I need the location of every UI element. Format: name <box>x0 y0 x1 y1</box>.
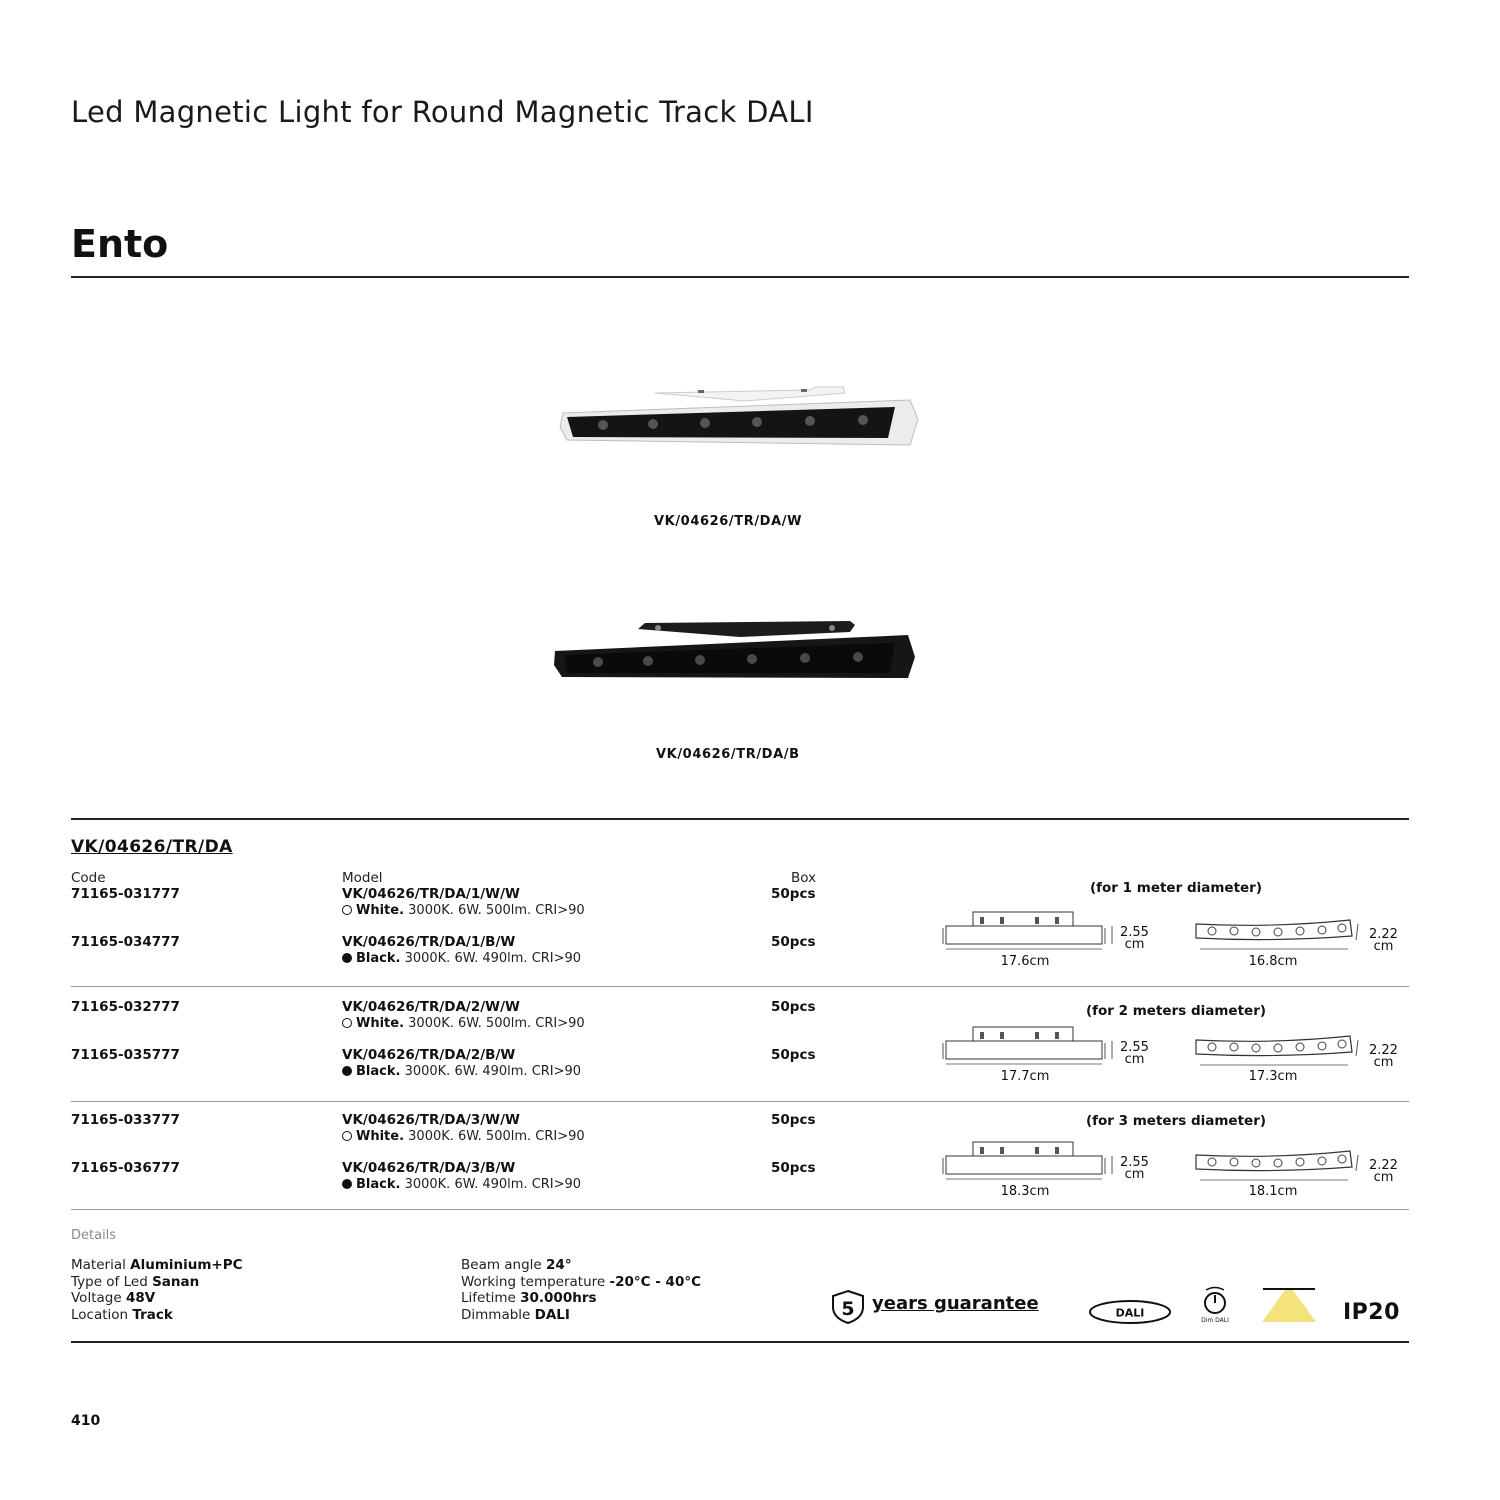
arc-dimension-drawing <box>1192 1034 1360 1070</box>
dimmer-icon <box>1194 1284 1236 1326</box>
page-subtitle: Led Magnetic Light for Round Magnetic Track DALI <box>71 95 814 129</box>
footer-divider <box>71 1341 1409 1343</box>
product-family-code: VK/04626/TR/DA <box>71 837 233 857</box>
product-image-white <box>555 385 925 455</box>
black-color-icon <box>342 1066 352 1076</box>
column-header-model: Model <box>342 870 383 886</box>
detail-led-type: Type of Led Sanan <box>71 1273 200 1290</box>
black-color-icon <box>342 1179 352 1189</box>
code-cell: 71165-031777 <box>71 886 180 902</box>
detail-working-temperature: Working temperature -20°C - 40°C <box>461 1273 701 1290</box>
white-color-icon <box>342 1131 352 1141</box>
shield-icon <box>829 1289 867 1325</box>
model-cell: VK/04626/TR/DA/3/W/W <box>342 1112 520 1128</box>
detail-location: Location Track <box>71 1306 173 1323</box>
track-width-label: 17.7cm <box>1000 1069 1050 1084</box>
box-cell: 50pcs <box>771 1160 816 1176</box>
detail-beam-angle: Beam angle 24° <box>461 1257 572 1273</box>
arc-width-label: 18.1cm <box>1248 1184 1298 1199</box>
detail-lifetime: Lifetime 30.000hrs <box>461 1290 597 1306</box>
code-cell: 71165-036777 <box>71 1160 180 1176</box>
track-height-label: 2.55 cm <box>1120 925 1149 952</box>
product-caption-black: VK/04626/TR/DA/B <box>656 747 800 762</box>
page-number: 410 <box>71 1413 101 1429</box>
arc-height-label: 2.22 cm <box>1369 927 1398 954</box>
white-color-icon <box>342 905 352 915</box>
guarantee-text: years guarantee <box>872 1293 1039 1314</box>
black-color-icon <box>342 953 352 963</box>
spec-cell: Black. 3000K. 6W. 490lm. CRI>90 <box>342 951 581 966</box>
track-dimension-drawing <box>940 1140 1120 1182</box>
track-height-label: 2.55 cm <box>1120 1040 1149 1067</box>
box-cell: 50pcs <box>771 934 816 950</box>
spec-cell: White. 3000K. 6W. 500lm. CRI>90 <box>342 1129 585 1144</box>
arc-width-label: 17.3cm <box>1248 1069 1298 1084</box>
code-cell: 71165-034777 <box>71 934 180 950</box>
spec-cell: White. 3000K. 6W. 500lm. CRI>90 <box>342 903 585 918</box>
diameter-label: (for 2 meters diameter) <box>1085 1003 1267 1019</box>
column-header-code: Code <box>71 870 106 886</box>
dimmer-label: Dim DALI <box>1201 1317 1229 1324</box>
spec-cell: Black. 3000K. 6W. 490lm. CRI>90 <box>342 1064 581 1079</box>
detail-voltage: Voltage 48V <box>71 1290 156 1306</box>
model-cell: VK/04626/TR/DA/1/W/W <box>342 886 520 902</box>
track-dimension-drawing <box>940 1025 1120 1067</box>
code-cell: 71165-032777 <box>71 999 180 1015</box>
group-divider <box>71 1101 1409 1102</box>
model-cell: VK/04626/TR/DA/2/W/W <box>342 999 520 1015</box>
details-left-column <box>71 1257 243 1323</box>
detail-dimmable: Dimmable DALI <box>461 1306 570 1323</box>
product-image-black <box>550 615 920 690</box>
track-width-label: 18.3cm <box>1000 1184 1050 1199</box>
track-height-label: 2.55 cm <box>1120 1155 1149 1182</box>
dali-logo-icon <box>1088 1298 1172 1326</box>
box-cell: 50pcs <box>771 1047 816 1063</box>
group-divider <box>71 1209 1409 1210</box>
box-cell: 50pcs <box>771 1112 816 1128</box>
box-cell: 50pcs <box>771 886 816 902</box>
track-dimension-drawing <box>940 910 1120 952</box>
arc-height-label: 2.22 cm <box>1369 1043 1398 1070</box>
track-width-label: 17.6cm <box>1000 954 1050 969</box>
model-cell: VK/04626/TR/DA/2/B/W <box>342 1047 516 1063</box>
spec-cell: Black. 3000K. 6W. 490lm. CRI>90 <box>342 1177 581 1192</box>
beam-angle-icon <box>1260 1286 1318 1326</box>
diameter-label: (for 1 meter diameter) <box>1089 880 1263 896</box>
dali-logo-text: DALI <box>1115 1306 1145 1320</box>
table-top-divider <box>71 818 1409 820</box>
code-cell: 71165-033777 <box>71 1112 180 1128</box>
white-color-icon <box>342 1018 352 1028</box>
ip-rating: IP20 <box>1343 1300 1400 1325</box>
detail-material: Material Aluminium+PC <box>71 1257 243 1273</box>
model-cell: VK/04626/TR/DA/3/B/W <box>342 1160 516 1176</box>
guarantee-years: 5 <box>841 1298 855 1320</box>
arc-dimension-drawing <box>1192 918 1360 954</box>
arc-dimension-drawing <box>1192 1149 1360 1185</box>
code-cell: 71165-035777 <box>71 1047 180 1063</box>
column-header-box: Box <box>791 870 817 886</box>
spec-cell: White. 3000K. 6W. 500lm. CRI>90 <box>342 1016 585 1031</box>
details-right-column <box>461 1257 701 1323</box>
arc-width-label: 16.8cm <box>1248 954 1298 969</box>
model-cell: VK/04626/TR/DA/1/B/W <box>342 934 516 950</box>
group-divider <box>71 986 1409 987</box>
page-title: Ento <box>71 222 169 266</box>
box-cell: 50pcs <box>771 999 816 1015</box>
product-caption-white: VK/04626/TR/DA/W <box>654 514 803 529</box>
details-heading: Details <box>71 1228 117 1243</box>
title-divider <box>71 276 1409 278</box>
diameter-label: (for 3 meters diameter) <box>1085 1113 1267 1129</box>
arc-height-label: 2.22 cm <box>1369 1158 1398 1185</box>
